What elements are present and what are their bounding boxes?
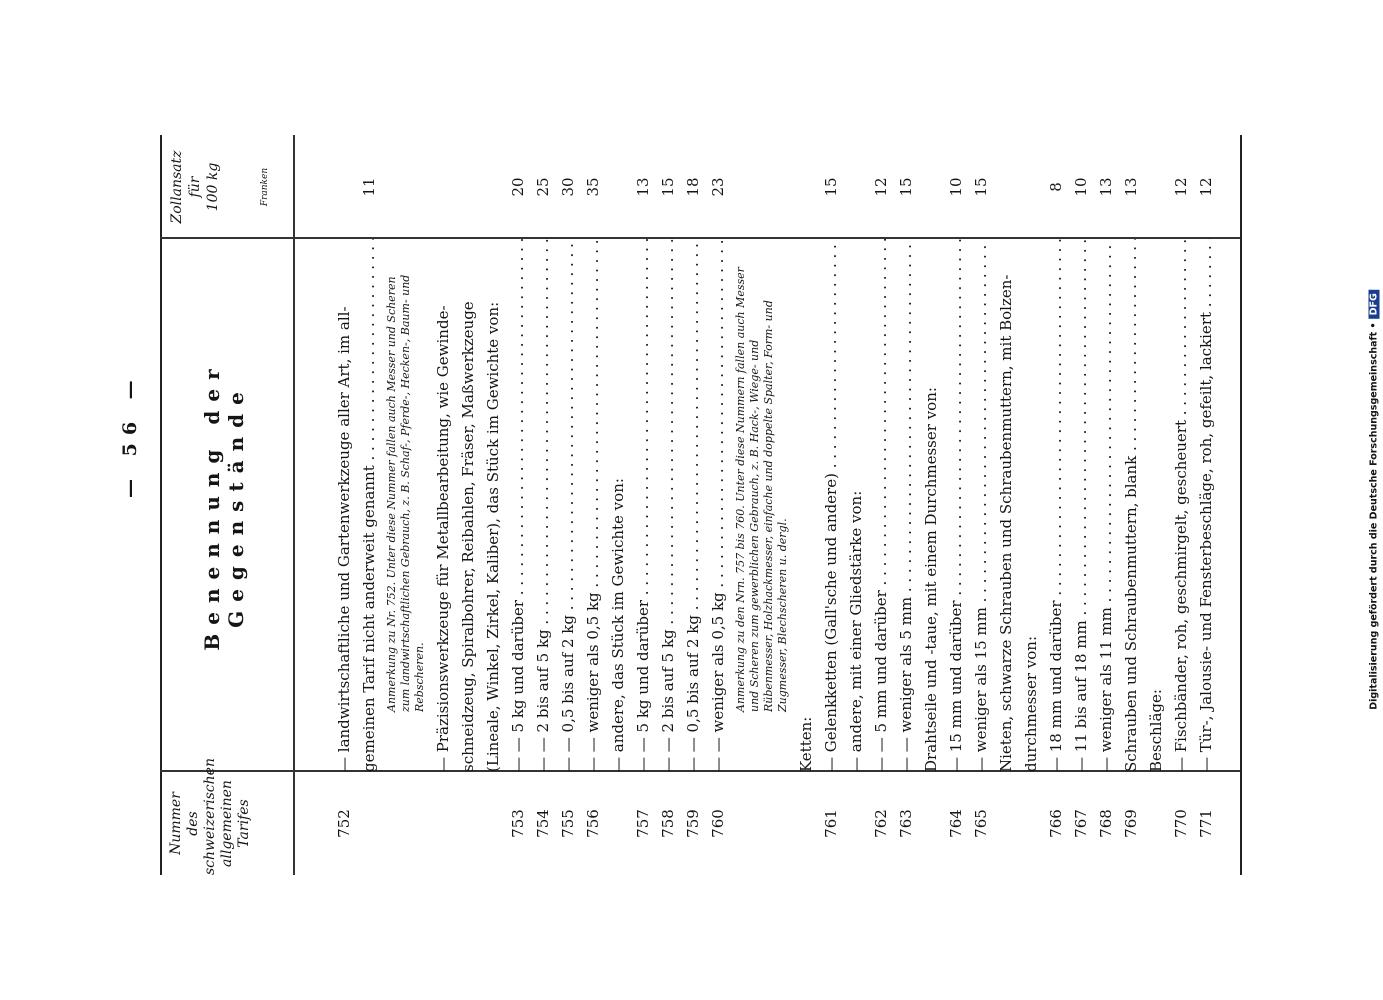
- item-text: — — 5 mm und darüber: [872, 590, 890, 772]
- item-text: Ketten:: [797, 716, 815, 772]
- item-description: [944, 239, 969, 772]
- item-description: [606, 239, 631, 772]
- leader-dots: [1047, 239, 1065, 600]
- duty-rate: 13: [634, 177, 652, 197]
- item-description: [1119, 239, 1144, 772]
- table-row: [506, 135, 531, 875]
- tariff-number: 767: [1072, 809, 1090, 838]
- duty-rate: 25: [534, 177, 552, 197]
- duty-rate: 18: [684, 177, 702, 197]
- leader-dots: [1097, 239, 1115, 607]
- item-description: [1169, 239, 1194, 772]
- table-row: [819, 135, 844, 875]
- tariff-number: 760: [709, 809, 727, 838]
- duty-rate: 10: [1072, 177, 1090, 197]
- credit-text: Digitalisierung gefördert durch die Deutsche Forschungsgemeinschaft •: [1368, 322, 1380, 710]
- item-description: [869, 239, 894, 772]
- tariff-number: 769: [1122, 809, 1140, 838]
- item-description: [581, 239, 606, 772]
- leader-dots: [684, 239, 702, 615]
- tariff-number: 754: [534, 809, 552, 838]
- table-top-rule: [160, 135, 162, 875]
- item-description: [994, 239, 1019, 772]
- tariff-number: 763: [897, 809, 915, 838]
- leader-dots: [1122, 239, 1140, 456]
- table-row: [1144, 135, 1169, 875]
- table-row: [631, 135, 656, 875]
- table-body: [332, 135, 1219, 875]
- leader-dots: [1072, 239, 1090, 620]
- tariff-number: 758: [659, 809, 677, 838]
- duty-rate: 15: [972, 177, 990, 197]
- tariff-number: 753: [509, 809, 527, 838]
- item-text: — — 2 bis auf 5 kg: [659, 629, 677, 772]
- item-description: [919, 239, 944, 772]
- leader-dots: [634, 239, 652, 600]
- tariff-number: 755: [559, 809, 577, 838]
- tariff-number: 765: [972, 809, 990, 838]
- leader-dots: [509, 239, 527, 600]
- header-number: Nummer des schweizerischen allgemeinen Tarifes: [168, 758, 252, 875]
- duty-rate: 12: [872, 177, 890, 197]
- item-description: [819, 239, 844, 772]
- leader-dots: [659, 239, 677, 629]
- item-text: gemeinen Tarif nicht anderweit genannt: [360, 465, 378, 772]
- header-rate: Zollansatz für 100 kg: [169, 150, 221, 224]
- tariff-number: 752: [335, 809, 353, 838]
- item-description: [1144, 239, 1169, 772]
- tariff-number: 764: [947, 809, 965, 838]
- duty-rate: 10: [947, 177, 965, 197]
- item-text: (Lineale, Winkel, Zirkel, Kaliber), das Stück im Gewichte von:: [484, 301, 502, 772]
- tariff-number: 762: [872, 809, 890, 838]
- item-text: schneidzeug, Spiralbohrer, Reibahlen, Fräser, Maßwerkzeuge: [459, 301, 477, 772]
- table-row: [1019, 135, 1044, 875]
- item-text: — andere, mit einer Gliedstärke von:: [847, 490, 865, 772]
- item-text: — 18 mm und darüber: [1047, 600, 1065, 772]
- leader-dots: [872, 239, 890, 590]
- table-row: [1069, 135, 1094, 875]
- duty-rate: 15: [659, 177, 677, 197]
- table-row: [1094, 135, 1119, 875]
- leader-dots: [822, 239, 840, 473]
- tariff-number: 757: [634, 809, 652, 838]
- duty-rate: 20: [509, 177, 527, 197]
- duty-rate: 13: [1122, 177, 1140, 197]
- table-row: [844, 135, 869, 875]
- item-text: Drahtseile und -taue, mit einem Durchmesser von:: [922, 387, 940, 772]
- item-description: [794, 239, 819, 772]
- table-row: [481, 135, 506, 875]
- table-row: [869, 135, 894, 875]
- table-row: [332, 135, 357, 875]
- duty-rate: 11: [360, 177, 378, 197]
- item-text: — — weniger als 0,5 kg: [584, 592, 602, 772]
- leader-dots: [947, 239, 965, 600]
- table-row: [794, 135, 819, 875]
- item-description: [481, 239, 506, 772]
- tariff-table: [160, 135, 1240, 875]
- duty-rate: 13: [1097, 177, 1115, 197]
- table-row: [1169, 135, 1194, 875]
- table-row: [969, 135, 994, 875]
- leader-dots: [534, 239, 552, 629]
- item-description: [506, 239, 531, 772]
- item-description: [531, 239, 556, 772]
- duty-rate: 15: [822, 177, 840, 197]
- leader-dots: [360, 239, 378, 465]
- table-note: Anmerkung zu den Nrn. 757 bis 760. Unter diese Nummern fallen auch Messer und Scheren zum gewerblichen Gebrauch, z. B. Hack-, Wiege- und Rübenmesser, Holzhackmesser, einfache und doppelte Spalter, Form- und Zugmesser, Blechscheren u. dergl.: [734, 267, 789, 712]
- page-number: — 56 —: [119, 372, 141, 498]
- leader-dots: [584, 239, 602, 592]
- duty-rate: 8: [1047, 182, 1065, 192]
- item-text: — landwirtschaftliche und Gartenwerkzeuge aller Art, im all-: [335, 306, 353, 772]
- item-text: — andere, das Stück im Gewichte von:: [609, 478, 627, 772]
- table-row: [894, 135, 919, 875]
- duty-rate: 35: [584, 177, 602, 197]
- item-text: — — 0,5 bis auf 2 kg: [559, 615, 577, 772]
- item-description: [681, 239, 706, 772]
- item-text: — — 2 bis auf 5 kg: [534, 629, 552, 772]
- table-row: [1194, 135, 1219, 875]
- duty-rate: 23: [709, 177, 727, 197]
- tariff-number: 761: [822, 809, 840, 838]
- item-description: [631, 239, 656, 772]
- leader-dots: [709, 239, 727, 592]
- leader-dots: [1172, 239, 1190, 420]
- tariff-number: 770: [1172, 809, 1190, 838]
- table-row: [656, 135, 681, 875]
- table-row: [357, 135, 382, 875]
- tariff-number: 759: [684, 809, 702, 838]
- tariff-number: 756: [584, 809, 602, 838]
- item-description: [431, 239, 456, 772]
- item-description: [1194, 239, 1219, 772]
- header-rate-unit: Franken: [260, 167, 270, 207]
- table-row: [944, 135, 969, 875]
- item-description: [357, 239, 382, 772]
- leader-dots: [559, 239, 577, 615]
- table-note: Anmerkung zu Nr. 752. Unter diese Nummer fallen auch Messer und Scheren zum landwirtschaftlichen Gebrauch, z. B. Schaf-, Pferde-, Hecken-, Baum- und Rebscheren.: [385, 274, 426, 712]
- item-text: — — weniger als 5 mm: [897, 596, 915, 772]
- table-row: [456, 135, 481, 875]
- item-text: — 15 mm und darüber: [947, 600, 965, 772]
- table-row: [994, 135, 1019, 875]
- item-description: [894, 239, 919, 772]
- table-row: [706, 135, 731, 875]
- item-description: [1094, 239, 1119, 772]
- table-row: [606, 135, 631, 875]
- tariff-number: 768: [1097, 809, 1115, 838]
- item-description: [456, 239, 481, 772]
- table-bottom-rule: [1240, 135, 1242, 875]
- item-text: Beschläge:: [1147, 689, 1165, 772]
- item-text: durchmesser von:: [1022, 635, 1040, 772]
- table-row: [681, 135, 706, 875]
- item-text: — weniger als 15 mm: [972, 607, 990, 772]
- item-text: — Fischbänder, roh, geschmirgelt, gescheuert: [1172, 420, 1190, 772]
- item-text: Schrauben und Schraubenmuttern, blank: [1122, 455, 1140, 772]
- tariff-number: 766: [1047, 809, 1065, 838]
- table-row: [581, 135, 606, 875]
- item-text: — weniger als 11 mm: [1097, 607, 1115, 772]
- item-text: — Tür-, Jalousie- und Fensterbeschläge, roh, gefeilt, lackiert: [1197, 311, 1215, 772]
- item-description: [1019, 239, 1044, 772]
- header-rule: [293, 135, 295, 875]
- dfg-credit: [1369, 290, 1380, 710]
- duty-rate: 12: [1172, 177, 1190, 197]
- item-text: — — 5 kg und darüber: [509, 599, 527, 772]
- duty-rate: 15: [897, 177, 915, 197]
- item-text: Nieten, schwarze Schrauben und Schraubenmuttern, mit Bolzen-: [997, 274, 1015, 772]
- item-text: — — weniger als 0,5 kg: [709, 592, 727, 772]
- duty-rate: 12: [1197, 177, 1215, 197]
- item-description: [656, 239, 681, 772]
- table-row: [531, 135, 556, 875]
- tariff-number: 771: [1197, 809, 1215, 838]
- item-description: [706, 239, 731, 772]
- dfg-logo: DFG: [1369, 290, 1380, 318]
- item-description: [844, 239, 869, 772]
- item-text: — — 0,5 bis auf 2 kg: [684, 615, 702, 772]
- item-text: — — 5 kg und darüber: [634, 599, 652, 772]
- item-description: [1069, 239, 1094, 772]
- item-text: — Gelenkketten (Gall'sche und andere): [822, 473, 840, 772]
- item-description: [556, 239, 581, 772]
- item-text: — 11 bis auf 18 mm: [1072, 620, 1090, 772]
- header-name: Benennung der Gegenstände: [200, 360, 248, 651]
- item-description: [1044, 239, 1069, 772]
- table-row: [1044, 135, 1069, 875]
- item-text: — Präzisionswerkzeuge für Metallbearbeitung, wie Gewinde-: [434, 305, 452, 772]
- table-row: [556, 135, 581, 875]
- leader-dots: [972, 239, 990, 607]
- table-row: [919, 135, 944, 875]
- item-description: [969, 239, 994, 772]
- table-row: [1119, 135, 1144, 875]
- leader-dots: [897, 239, 915, 597]
- duty-rate: 30: [559, 177, 577, 197]
- table-row: [431, 135, 456, 875]
- item-description: [332, 239, 357, 772]
- leader-dots: [1197, 239, 1215, 312]
